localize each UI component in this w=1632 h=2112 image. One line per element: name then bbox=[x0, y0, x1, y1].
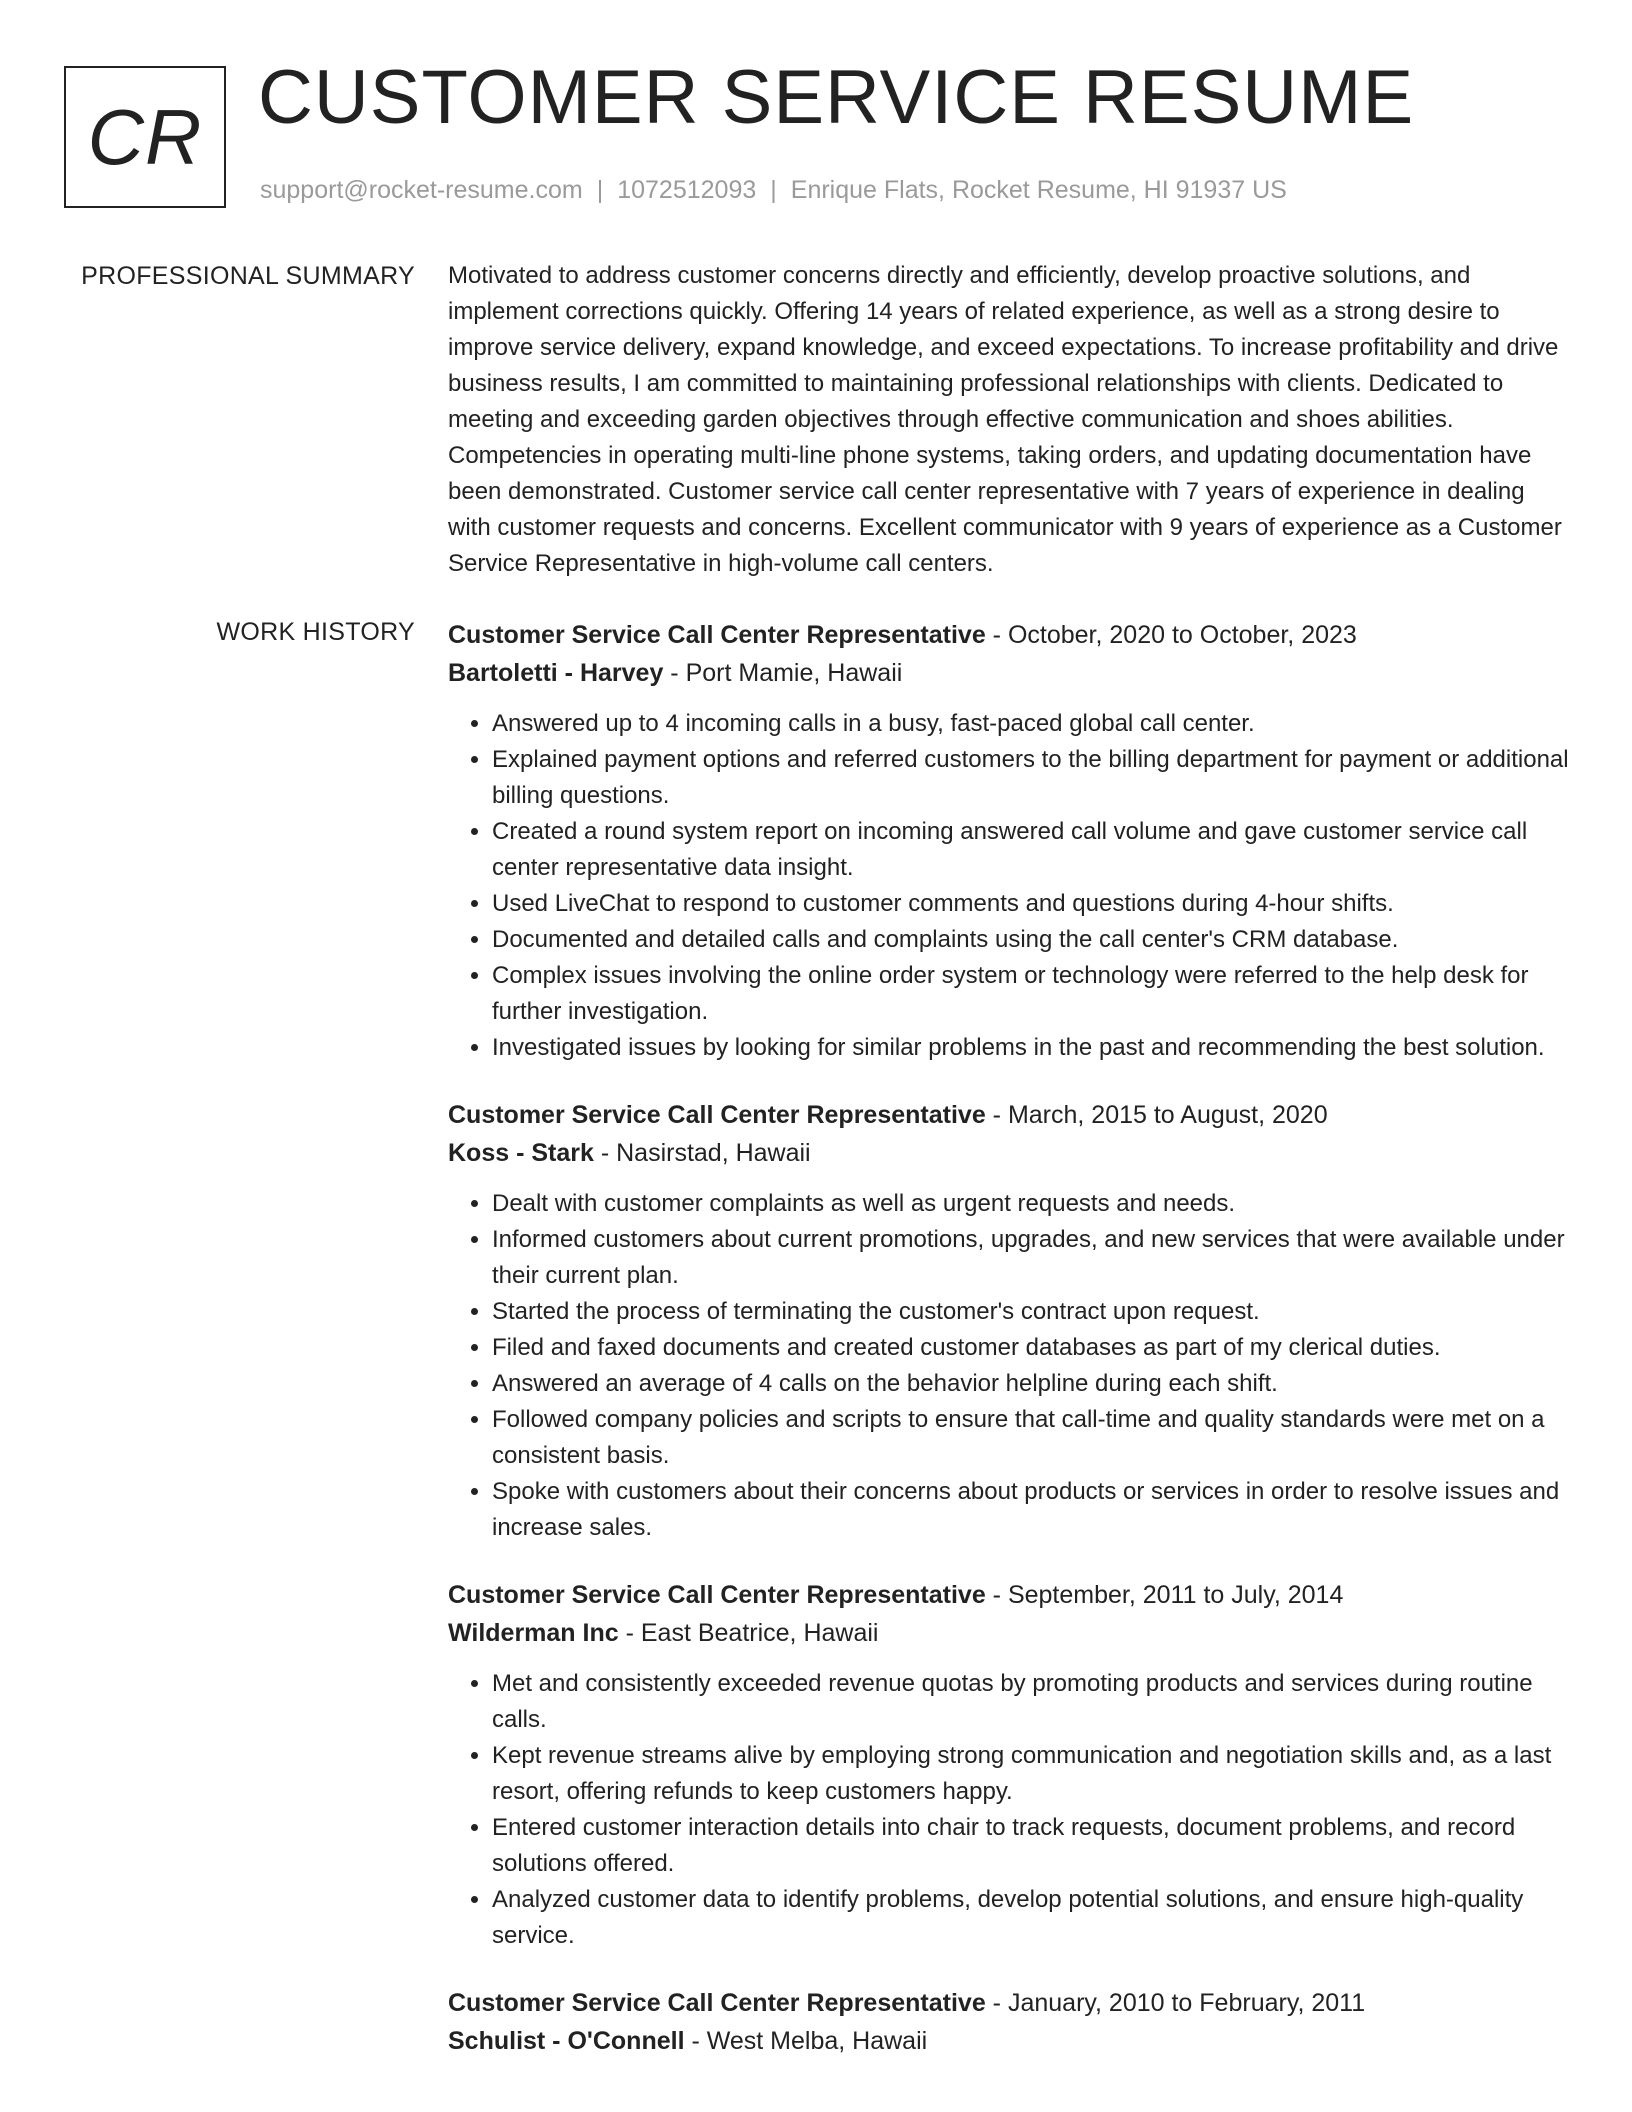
job-dates: - September, 2011 to July, 2014 bbox=[985, 1581, 1344, 1609]
job-title: Customer Service Call Center Representative bbox=[448, 1101, 986, 1129]
job-bullet: • Answered up to 4 incoming calls in a busy, fast-paced global call center. bbox=[492, 706, 1570, 742]
job-title-line bbox=[448, 1576, 1570, 1614]
job-title-line bbox=[448, 616, 1570, 654]
job-company-line bbox=[448, 2022, 1570, 2060]
contact-separator: | bbox=[770, 176, 777, 204]
job-bullet: • Filed and faxed documents and created customer databases as part of my clerical duties. bbox=[492, 1330, 1570, 1366]
contact-phone: 1072512093 bbox=[617, 176, 757, 204]
job-entry bbox=[448, 1984, 1570, 2060]
job-bullet-list bbox=[448, 706, 1570, 1066]
job-entry bbox=[448, 616, 1570, 1066]
job-location: - West Melba, Hawaii bbox=[684, 2027, 928, 2055]
job-bullet: • Answered an average of 4 calls on the behavior helpline during each shift. bbox=[492, 1366, 1570, 1402]
job-bullet: • Created a round system report on incoming answered call volume and gave customer service call center representative data insight. bbox=[492, 814, 1570, 886]
job-bullet-list bbox=[448, 1666, 1570, 1954]
job-location: - Nasirstad, Hawaii bbox=[593, 1139, 811, 1167]
job-bullet: • Entered customer interaction details into chair to track requests, document problems, and record solutions offered. bbox=[492, 1810, 1570, 1882]
job-title-line bbox=[448, 1984, 1570, 2022]
job-bullet: • Informed customers about current promotions, upgrades, and new services that were available under their current plan. bbox=[492, 1222, 1570, 1294]
job-company-line bbox=[448, 1614, 1570, 1652]
job-bullet: • Followed company policies and scripts to ensure that call-time and quality standards were met on a consistent basis. bbox=[492, 1402, 1570, 1474]
job-dates: - January, 2010 to February, 2011 bbox=[985, 1989, 1366, 2017]
work-history-heading: WORK HISTORY bbox=[216, 618, 415, 646]
summary-text: Motivated to address customer concerns directly and efficiently, develop proactive solutions, and implement corrections quickly. Offering 14 years of related experience, as well as a strong desire to improve service delivery, expand knowledge, and exceed expectations. To increase profitability and drive business results, I am committed to maintaining professional relationships with clients. Dedicated to meeting and exceeding garden objectives through effective communication and shoes abilities. Competencies in operating multi-line phone systems, taking orders, and updating documentation have been demonstrated. Customer service call center representative with 7 years of experience in dealing with customer requests and concerns. Excellent communicator with 9 years of experience as a Customer Service Representative in high-volume call centers. bbox=[448, 262, 1562, 577]
contact-address: Enrique Flats, Rocket Resume, HI 91937 US bbox=[790, 176, 1287, 204]
job-title-line bbox=[448, 1096, 1570, 1134]
job-location: - Port Mamie, Hawaii bbox=[663, 659, 903, 687]
job-bullet-list bbox=[448, 1186, 1570, 1546]
job-bullet: • Investigated issues by looking for similar problems in the past and recommending the best solution. bbox=[492, 1030, 1570, 1066]
job-bullet: • Used LiveChat to respond to customer comments and questions during 4-hour shifts. bbox=[492, 886, 1570, 922]
job-entry bbox=[448, 1576, 1570, 1954]
job-bullet: • Analyzed customer data to identify problems, develop potential solutions, and ensure high-quality service. bbox=[492, 1882, 1570, 1954]
job-bullet: • Documented and detailed calls and complaints using the call center's CRM database. bbox=[492, 922, 1570, 958]
job-company: Koss - Stark bbox=[448, 1139, 594, 1167]
job-company: Wilderman Inc bbox=[448, 1619, 619, 1647]
job-company: Schulist - O'Connell bbox=[448, 2027, 685, 2055]
job-bullet: • Kept revenue streams alive by employing strong communication and negotiation skills and, as a last resort, offering refunds to keep customers happy. bbox=[492, 1738, 1570, 1810]
job-dates: - October, 2020 to October, 2023 bbox=[985, 621, 1357, 649]
job-bullet: • Started the process of terminating the customer's contract upon request. bbox=[492, 1294, 1570, 1330]
contact-separator: | bbox=[596, 176, 604, 204]
job-bullet: • Spoke with customers about their concerns about products or services in order to resolve issues and increase sales. bbox=[492, 1474, 1570, 1546]
job-company: Bartoletti - Harvey bbox=[448, 659, 664, 687]
summary-heading: PROFESSIONAL SUMMARY bbox=[81, 262, 415, 290]
job-entry bbox=[448, 1096, 1570, 1546]
work-history-body bbox=[448, 616, 1570, 2090]
job-location: - East Beatrice, Hawaii bbox=[618, 1619, 879, 1647]
summary-body bbox=[448, 258, 1570, 582]
contact-line bbox=[260, 176, 1287, 205]
job-dates: - March, 2015 to August, 2020 bbox=[985, 1101, 1328, 1129]
job-company-line bbox=[448, 654, 1570, 692]
job-bullet: • Dealt with customer complaints as well as urgent requests and needs. bbox=[492, 1186, 1570, 1222]
job-bullet: • Complex issues involving the online order system or technology were referred to the help desk for further investigation. bbox=[492, 958, 1570, 1030]
job-title: Customer Service Call Center Representative bbox=[448, 1581, 986, 1609]
job-title: Customer Service Call Center Representative bbox=[448, 621, 986, 649]
job-company-line bbox=[448, 1134, 1570, 1172]
job-title: Customer Service Call Center Representative bbox=[448, 1989, 986, 2017]
job-bullet: • Met and consistently exceeded revenue quotas by promoting products and services during routine calls. bbox=[492, 1666, 1570, 1738]
job-bullet: • Explained payment options and referred customers to the billing department for payment or additional billing questions. bbox=[492, 742, 1570, 814]
resume-title: CUSTOMER SERVICE RESUME bbox=[258, 55, 1415, 140]
monogram-logo: CR bbox=[64, 66, 226, 208]
contact-email: support@rocket-resume.com bbox=[260, 176, 583, 204]
